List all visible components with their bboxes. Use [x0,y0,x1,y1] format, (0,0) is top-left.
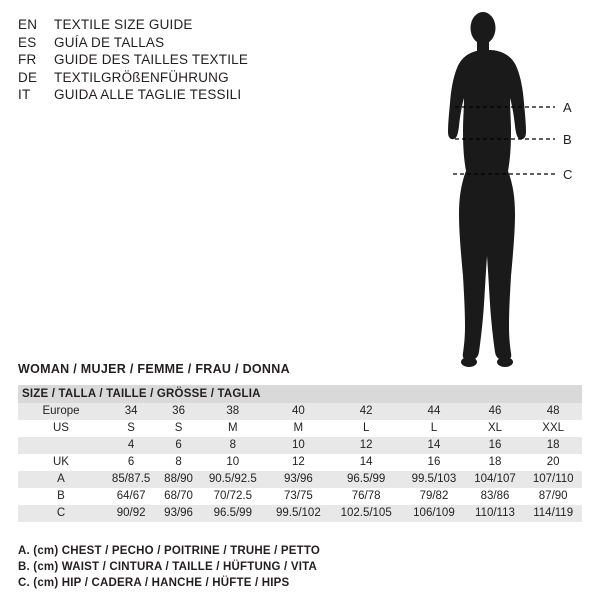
marker-label-c: C [563,167,573,182]
table-cell: 114/119 [524,505,582,522]
table-cell: 90.5/92.5 [199,471,267,488]
table-header-label: SIZE / TALLA / TAILLE / GRÖSSE / TAGLIA [18,385,582,403]
table-header-row [18,385,582,403]
table-cell: XL [466,420,525,437]
table-cell: 16 [466,437,525,454]
row-label [18,437,104,454]
table-cell: 42 [330,403,402,420]
table-cell: 85/87.5 [104,471,158,488]
table-cell: 20 [524,454,582,471]
table-row [18,505,582,522]
table-cell: 12 [267,454,330,471]
language-code: EN [18,17,38,32]
table-cell: 8 [199,437,267,454]
table-cell: S [104,420,158,437]
measurement-legend [18,543,578,591]
language-title: TEXTILGRÖßENFÜHRUNG [54,69,229,85]
table-cell: 16 [402,454,465,471]
language-header-block [18,16,318,104]
table-cell: 90/92 [104,505,158,522]
table-cell: 14 [330,454,402,471]
language-code: ES [18,34,37,50]
table-cell: 110/113 [466,505,525,522]
table-row [18,437,582,454]
table-cell: 73/75 [267,488,330,505]
table-cell: 10 [199,454,267,471]
table-cell: 44 [402,403,465,420]
marker-label-b: B [563,132,572,147]
row-label: US [18,420,104,437]
language-row [18,16,318,34]
table-cell: 102.5/105 [330,505,402,522]
table-cell: 18 [524,437,582,454]
table-cell: 36 [158,403,199,420]
table-cell: 14 [402,437,465,454]
table-cell: 93/96 [158,505,199,522]
language-code: IT [18,87,31,102]
table-cell: 18 [466,454,525,471]
table-row [18,420,582,437]
section-title: WOMAN / MUJER / FEMME / FRAU / DONNA [18,362,290,376]
language-row [18,69,318,87]
table-cell: 104/107 [466,471,525,488]
table-cell: 8 [158,454,199,471]
table-row [18,454,582,471]
language-row [18,86,318,104]
table-cell: 48 [524,403,582,420]
table-row [18,471,582,488]
table-cell: 93/96 [267,471,330,488]
table-cell: M [267,420,330,437]
legend-line-a: A. (cm) CHEST / PECHO / POITRINE / TRUHE / PETTO [18,545,321,557]
table-cell: 106/109 [402,505,465,522]
body-figure [395,8,600,368]
table-cell: 99.5/102 [267,505,330,522]
table-cell: 40 [267,403,330,420]
table-cell: 10 [267,437,330,454]
table-cell: 34 [104,403,158,420]
table-cell: 87/90 [524,488,582,505]
table-cell: 12 [330,437,402,454]
table-cell: 83/86 [466,488,525,505]
table-row [18,403,582,420]
language-row [18,51,318,69]
row-label: A [18,471,104,488]
row-label: C [18,505,104,522]
table-cell: 6 [158,437,199,454]
table-row [18,488,582,505]
language-code: DE [18,69,38,85]
table-cell: 96.5/99 [199,505,267,522]
table-cell: 64/67 [104,488,158,505]
legend-line-b: B. (cm) WAIST / CINTURA / TAILLE / HÜFTUNG / VITA [18,561,317,573]
table-cell: XXL [524,420,582,437]
table-cell: 6 [104,454,158,471]
table-cell: 68/70 [158,488,199,505]
row-label: Europe [18,403,104,420]
language-code: FR [18,52,37,67]
female-silhouette-icon [395,8,600,368]
table-cell: S [158,420,199,437]
size-table [18,385,582,522]
language-title: GUIDE DES TAILLES TEXTILE [54,52,249,67]
language-title: GUIDA ALLE TAGLIE TESSILI [54,87,242,102]
table-cell: 38 [199,403,267,420]
table-cell: 76/78 [330,488,402,505]
table-cell: 79/82 [402,488,465,505]
table-cell: 107/110 [524,471,582,488]
table-cell: M [199,420,267,437]
table-cell: 46 [466,403,525,420]
table-cell: 96.5/99 [330,471,402,488]
table-cell: 88/90 [158,471,199,488]
language-title: TEXTILE SIZE GUIDE [54,17,193,32]
table-cell: 70/72.5 [199,488,267,505]
legend-line-c: C. (cm) HIP / CADERA / HANCHE / HÜFTE / HIPS [18,577,290,589]
table-cell: L [402,420,465,437]
row-label: B [18,488,104,505]
table-cell: 4 [104,437,158,454]
table-cell: 99.5/103 [402,471,465,488]
row-label: UK [18,454,104,471]
marker-label-a: A [563,100,572,115]
language-title: GUÍA DE TALLAS [54,34,165,50]
size-table-wrapper [18,385,582,522]
table-cell: L [330,420,402,437]
language-row [18,34,318,52]
